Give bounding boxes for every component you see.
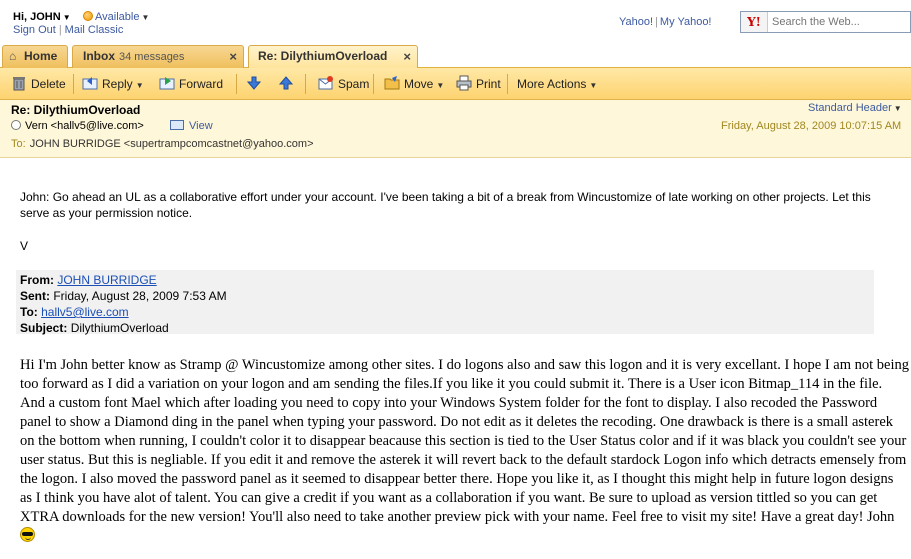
tab-bar: [0, 44, 911, 68]
more-actions-button[interactable]: [517, 74, 597, 94]
print-button[interactable]: [456, 74, 501, 94]
quoted-header: [16, 270, 874, 334]
arrow-down-icon: [246, 75, 262, 91]
chevron-down-icon: ▼: [135, 81, 144, 90]
chevron-down-icon: ▼: [141, 13, 150, 22]
body-intro: John: Go ahead an UL as a collaborative effort under your account. I've been taking a bit of a break from Wincustomize of late working on other projects. Let this serve as your permission notice.: [20, 190, 871, 220]
user-greeting-label: Hi, JOHN: [13, 11, 61, 23]
more-actions-label: More Actions: [517, 77, 587, 91]
chevron-down-icon: ▼: [62, 13, 71, 22]
letter-text: Hi I'm John better know as Stramp @ Wincustomize among other sites. I do logons also and saw this logon and it is very excellant. I hope I am not being too forward as I did a variation on your logon and am sending the files.If you like it you could submit it. There is a User icon Bitmap_114 in the file. And a custom font Mael which after loading you need to copy into your Windows System folder for the font to display. I also recoded the Password panel to show a Diamond ding in the panel when typing your password. Do not edit as it deletes the recoding. One drawback is there is a small asterek on the bottom when running, I couldn't color it to disappear beacause this section is tied to the User Status color and if it was black you couldn't see your user status. But this is negliable. If you edit it and remove the asterek it will revert back to the default stardock Logon info which detracts emensely from the logon. I also moved the password panel as it seemed to disappear better there. Hope you like it, as I thought this might help in future logon designs as I think you have alot of talent. You can give a credit if you want as a collaboration if you want. Be sure to upload as version tittled so you can get XTRA downloads for the new version! You'll also need to take another preview pick with your name. Feel free to visit my site! Have a great day! John: [20, 357, 909, 525]
to-label: To:: [11, 138, 26, 150]
divider: |: [655, 16, 658, 28]
message-recipient: [11, 138, 314, 150]
arrow-up-icon: [278, 75, 294, 91]
divider: [373, 74, 374, 94]
folder-icon: [384, 75, 400, 91]
message-sender[interactable]: [11, 120, 144, 132]
quoted-subject-label: Subject:: [20, 321, 68, 335]
my-yahoo-link[interactable]: My Yahoo!: [659, 16, 712, 28]
trash-icon: [11, 75, 27, 91]
move-label: Move: [404, 77, 434, 91]
message-toolbar: [0, 68, 911, 100]
spam-label: Spam: [338, 77, 370, 91]
quoted-sent-value: Friday, August 28, 2009 7:53 AM: [53, 289, 227, 303]
quoted-to-label: To:: [20, 305, 38, 319]
delete-button[interactable]: [11, 74, 66, 94]
mail-classic-link[interactable]: Mail Classic: [64, 24, 124, 36]
reply-label: Reply: [102, 77, 133, 91]
status-label: Available: [95, 11, 140, 23]
close-icon[interactable]: ×: [229, 49, 237, 64]
recipient-address: JOHN BURRIDGE <supertrampcomcastnet@yahoo.com>: [29, 138, 314, 150]
yahoo-link[interactable]: Yahoo!: [619, 16, 654, 28]
sender-label: Vern <hallv5@live.com>: [25, 120, 144, 132]
chevron-down-icon: ▼: [589, 81, 598, 90]
status-selector[interactable]: [83, 11, 149, 23]
reply-button[interactable]: [82, 74, 144, 94]
print-label: Print: [476, 77, 501, 91]
divider: |: [58, 24, 62, 36]
top-bar: [0, 0, 911, 44]
contact-card-icon: [170, 120, 184, 130]
quoted-to-link[interactable]: hallv5@live.com: [41, 305, 129, 319]
quoted-subject-row: [20, 320, 870, 336]
message-subject: Re: DilythiumOverload: [11, 103, 141, 117]
yahoo-links: [619, 16, 712, 28]
view-contact-link[interactable]: [170, 120, 213, 132]
quoted-sent-row: [20, 288, 870, 304]
tab-label: Home: [24, 49, 58, 63]
view-label: View: [189, 120, 213, 132]
chevron-down-icon: ▼: [436, 81, 445, 90]
search-input[interactable]: [772, 14, 908, 30]
quoted-subject-value: DilythiumOverload: [70, 321, 169, 335]
divider: [305, 74, 306, 94]
quoted-from-link[interactable]: JOHN BURRIDGE: [57, 273, 157, 287]
printer-icon: [456, 75, 472, 91]
header-mode-selector[interactable]: [808, 102, 902, 114]
tab-message[interactable]: [248, 45, 418, 69]
quoted-from-label: From:: [20, 273, 54, 287]
sign-out-link[interactable]: Sign Out: [13, 24, 56, 36]
spam-icon: [318, 75, 334, 91]
tab-label: Re: DilythiumOverload: [258, 49, 388, 63]
web-search: [740, 11, 911, 33]
account-links: [13, 24, 123, 36]
yahoo-logo-icon: Y!: [741, 12, 768, 32]
chevron-down-icon: ▼: [893, 104, 902, 113]
sunglasses-smiley-icon: [20, 527, 35, 542]
tab-home[interactable]: [2, 45, 68, 68]
quoted-letter: [20, 356, 909, 546]
message-header: [0, 100, 911, 158]
forward-button[interactable]: [159, 74, 223, 94]
close-icon[interactable]: ×: [403, 49, 411, 64]
next-message-button[interactable]: [278, 74, 298, 94]
delete-label: Delete: [31, 77, 66, 91]
forward-icon: [159, 75, 175, 91]
message-body: [0, 158, 911, 559]
previous-message-button[interactable]: [246, 74, 266, 94]
quoted-sent-label: Sent:: [20, 289, 50, 303]
message-date: Friday, August 28, 2009 10:07:15 AM: [721, 120, 902, 132]
user-greeting[interactable]: [13, 11, 71, 23]
quoted-from-row: [20, 272, 870, 288]
move-button[interactable]: [384, 74, 444, 94]
tab-inbox[interactable]: [72, 45, 244, 68]
forward-label: Forward: [179, 77, 224, 91]
spam-button[interactable]: [318, 74, 369, 94]
divider: [236, 74, 237, 94]
message-count: 34 messages: [119, 51, 185, 63]
status-icon: [83, 11, 93, 21]
header-mode-label: Standard Header: [808, 102, 892, 114]
divider: [73, 74, 74, 94]
home-icon: ⌂: [9, 49, 17, 63]
presence-icon: [11, 120, 21, 130]
body-signature: V: [20, 239, 29, 253]
reply-icon: [82, 75, 98, 91]
tab-label: Inbox: [83, 49, 115, 63]
divider: [507, 74, 508, 94]
quoted-to-row: [20, 304, 870, 320]
